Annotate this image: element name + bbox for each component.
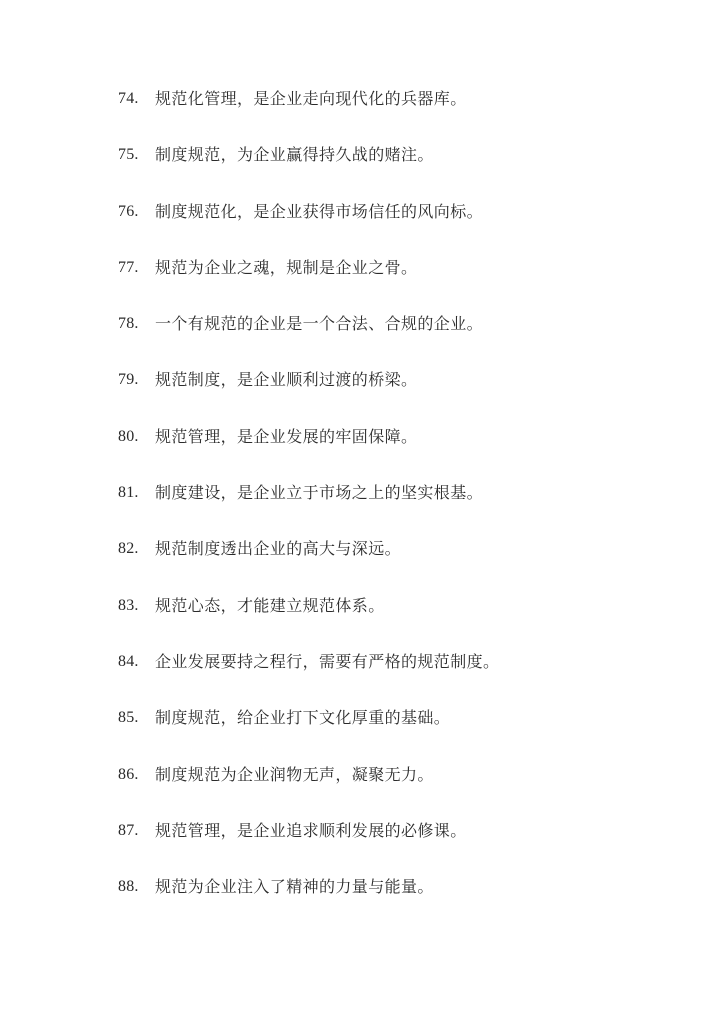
list-item xyxy=(118,368,499,424)
item-number: 80. xyxy=(118,427,139,445)
item-text: 企业发展要持之程行，需要有严格的规范制度。 xyxy=(155,651,500,671)
list-item xyxy=(118,87,499,143)
item-text: 规范制度，是企业顺利过渡的桥梁。 xyxy=(155,370,418,390)
item-number: 79. xyxy=(118,371,139,389)
item-text: 规范化管理，是企业走向现代化的兵器库。 xyxy=(155,89,467,108)
list-item xyxy=(118,481,499,537)
item-text: 一个有规范的企业是一个合法、合规的企业。 xyxy=(155,314,484,334)
item-text: 规范心态，才能建立规范体系。 xyxy=(155,595,385,615)
list-item xyxy=(118,650,499,706)
item-text: 制度建设，是企业立于市场之上的坚实根基。 xyxy=(155,483,484,503)
item-text: 制度规范为企业润物无声，凝聚无力。 xyxy=(155,764,434,784)
item-text: 制度规范，给企业打下文化厚重的基础。 xyxy=(155,708,451,728)
item-number: 77. xyxy=(118,258,139,276)
item-number: 82. xyxy=(118,540,139,558)
item-number: 74. xyxy=(118,90,139,107)
list-item xyxy=(118,875,499,931)
item-number: 76. xyxy=(118,202,139,220)
item-text: 规范为企业注入了精神的力量与能量。 xyxy=(155,877,434,897)
list-item xyxy=(118,312,499,368)
numbered-list xyxy=(118,87,499,931)
list-item xyxy=(118,763,499,819)
item-text: 制度规范，为企业赢得持久战的赌注。 xyxy=(155,145,434,165)
item-number: 86. xyxy=(118,765,139,783)
item-number: 84. xyxy=(118,652,139,670)
item-number: 75. xyxy=(118,146,139,164)
item-text: 规范管理，是企业追求顺利发展的必修课。 xyxy=(155,820,467,840)
item-number: 78. xyxy=(118,315,139,333)
item-text: 规范管理，是企业发展的牢固保障。 xyxy=(155,426,418,446)
list-item xyxy=(118,819,499,875)
item-number: 85. xyxy=(118,709,139,727)
item-number: 88. xyxy=(118,878,139,896)
list-item xyxy=(118,706,499,762)
item-text: 规范为企业之魂，规制是企业之骨。 xyxy=(155,257,418,277)
list-item xyxy=(118,200,499,256)
list-item xyxy=(118,537,499,593)
list-item xyxy=(118,256,499,312)
item-number: 83. xyxy=(118,596,139,614)
item-text: 制度规范化，是企业获得市场信任的风向标。 xyxy=(155,201,484,221)
item-number: 81. xyxy=(118,484,139,502)
list-item xyxy=(118,143,499,199)
item-number: 87. xyxy=(118,821,139,839)
item-text: 规范制度透出企业的高大与深远。 xyxy=(155,539,402,559)
list-item xyxy=(118,425,499,481)
list-item xyxy=(118,594,499,650)
